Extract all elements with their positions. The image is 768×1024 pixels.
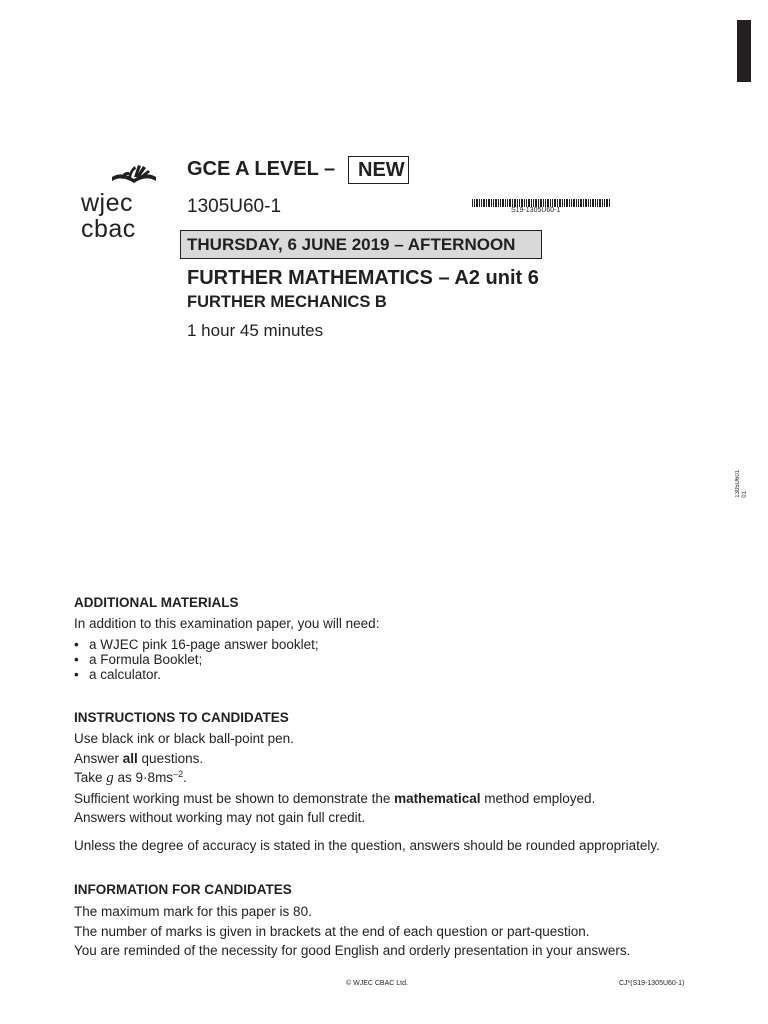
wjec-cbac-logo (78, 163, 160, 245)
side-code-line-2: 01 (742, 491, 748, 498)
instructions-lines (74, 729, 595, 828)
exam-date: THURSDAY, 6 JUNE 2019 – AFTERNOON (180, 230, 542, 259)
information-line: The maximum mark for this paper is 80. (74, 904, 312, 919)
instruction-line: Sufficient working must be shown to demonstrate the mathematical method employed. (74, 790, 596, 806)
footer-paper-code: CJ*(S19-1305U60-1) (619, 980, 685, 987)
book-icon (110, 163, 158, 191)
footer-copyright: © WJEC CBAC Ltd. (346, 980, 408, 987)
list-item: • a calculator. (74, 667, 319, 682)
barcode-label: S19-1305U60-1 (511, 207, 561, 214)
instruction-line: Use black ink or black ball-point pen. (74, 731, 294, 746)
instruction-line: Answers without working may not gain full credit. (74, 810, 366, 826)
logo-text-wjec: wjec (81, 189, 134, 217)
information-line: The number of marks is given in brackets at the end of each question or part-question. (74, 923, 590, 939)
additional-materials-heading: ADDITIONAL MATERIALS (74, 595, 239, 610)
information-heading: INFORMATION FOR CANDIDATES (74, 882, 292, 897)
information-lines (74, 902, 630, 961)
instruction-line: Take g as $9\cdot 8ms^{-2}$. (74, 769, 187, 787)
exam-duration: 1 hour 45 minutes (187, 321, 324, 340)
accuracy-instruction: Unless the degree of accuracy is stated in the question, answers should be rounded appropriately. (74, 838, 660, 853)
list-item: • a WJEC pink 16-page answer booklet; (74, 637, 319, 652)
additional-materials-intro: In addition to this examination paper, you will need: (74, 616, 380, 631)
instruction-line: Answer all questions. (74, 750, 204, 766)
paper-code: 1305U60-1 (187, 196, 282, 217)
qualification-level: GCE A LEVEL – (187, 158, 336, 180)
information-line: You are reminded of the necessity for good English and orderly presentation in your answers. (74, 943, 631, 959)
edge-marker (737, 20, 751, 82)
component-title: FURTHER MECHANICS B (187, 293, 387, 311)
subject-title: FURTHER MATHEMATICS – A2 unit 6 (187, 267, 539, 289)
side-reference-code (735, 470, 749, 498)
instructions-heading: INSTRUCTIONS TO CANDIDATES (74, 710, 289, 725)
new-badge: NEW (348, 156, 409, 184)
side-code-line-1: 1305U601 (735, 470, 741, 498)
materials-list (74, 637, 319, 682)
list-item: • a Formula Booklet; (74, 652, 319, 667)
logo-text-cbac: cbac (81, 215, 136, 243)
